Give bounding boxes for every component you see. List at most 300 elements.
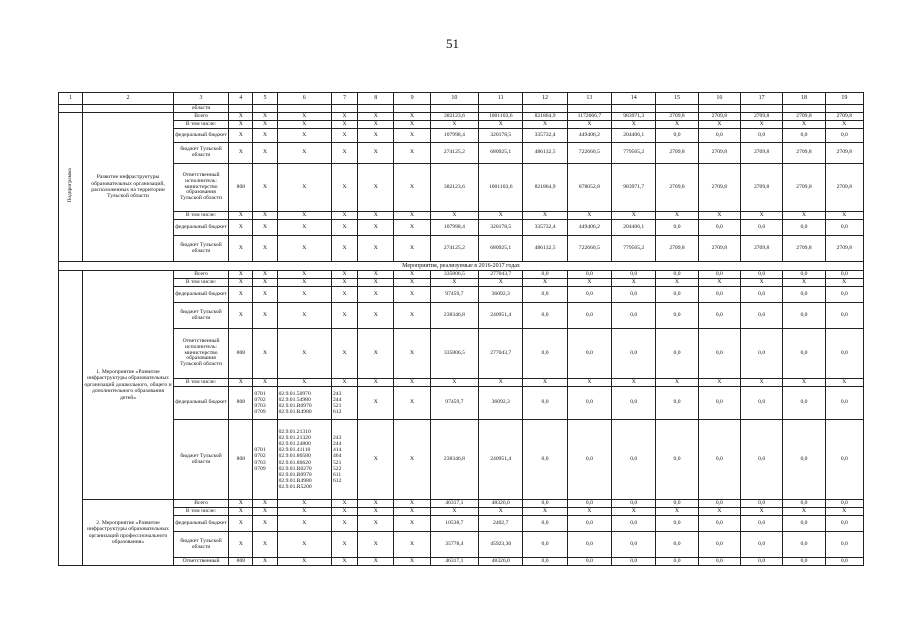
amount-cell: 722660,5	[567, 236, 611, 262]
amount-cell: X	[741, 279, 783, 287]
amount-cell: 2709,8	[741, 236, 783, 262]
section-code-cell: X	[253, 532, 277, 558]
amount-cell: 204406,1	[612, 129, 656, 143]
amount-cell: 0,0	[612, 329, 656, 379]
amount-cell: 277043,7	[479, 271, 523, 279]
col8-cell: X	[358, 420, 394, 500]
column-number: 15	[656, 93, 698, 105]
col9-cell: X	[394, 164, 430, 212]
table-row	[59, 329, 864, 379]
target-code-cell: X	[277, 113, 331, 121]
amount-cell: X	[656, 212, 698, 220]
amount-cell: 320178,5	[479, 220, 523, 236]
continuation-label: области	[173, 105, 228, 113]
expense-type-cell: X	[331, 212, 357, 220]
amount-cell: X	[523, 508, 567, 516]
column-number: 8	[358, 93, 394, 105]
amount-cell: X	[479, 121, 523, 129]
row-label: В том числе:	[173, 279, 228, 287]
amount-cell: X	[741, 379, 783, 387]
col9-cell: X	[394, 121, 430, 129]
admin-code-cell: X	[229, 508, 253, 516]
amount-cell: X	[741, 508, 783, 516]
amount-cell: X	[698, 508, 740, 516]
col8-cell: X	[358, 516, 394, 532]
admin-code-cell: 808	[229, 420, 253, 500]
amount-cell: 0,0	[567, 420, 611, 500]
amount-cell: 0,0	[567, 516, 611, 532]
amount-cell: 0,0	[612, 287, 656, 303]
amount-cell: 0,0	[656, 329, 698, 379]
expense-type-codes: 243 244 521 612	[331, 387, 357, 420]
amount-cell: 0,0	[656, 500, 698, 508]
amount-cell: 983971,7	[612, 164, 656, 212]
amount-cell: 46317,1	[430, 500, 478, 508]
amount-cell: X	[567, 121, 611, 129]
col8-cell: X	[358, 164, 394, 212]
amount-cell: X	[612, 212, 656, 220]
amount-cell: 0,0	[567, 500, 611, 508]
row-label: федеральный бюджет	[173, 387, 228, 420]
table-row	[59, 287, 864, 303]
amount-cell: 0,0	[741, 516, 783, 532]
subprogram-label-text: Подпрограмма	[66, 168, 73, 203]
amount-cell: 0,0	[567, 387, 611, 420]
admin-code-cell: X	[229, 121, 253, 129]
col8-cell: X	[358, 329, 394, 379]
expense-type-cell: X	[331, 303, 357, 329]
col9-cell: X	[394, 287, 430, 303]
amount-cell: 0,0	[656, 303, 698, 329]
amount-cell: X	[430, 279, 478, 287]
col9-cell: X	[394, 379, 430, 387]
amount-cell: 0,0	[698, 287, 740, 303]
expense-type-cell: X	[331, 287, 357, 303]
amount-cell: X	[825, 212, 863, 220]
amount-cell: X	[741, 121, 783, 129]
amount-cell: 274125,2	[430, 236, 478, 262]
amount-cell: 1172066,7	[567, 113, 611, 121]
amount-cell: 2709,8	[783, 164, 825, 212]
section-codes: 0701 0702 0703 0709	[253, 387, 277, 420]
col9-cell: X	[394, 113, 430, 121]
admin-code-cell: X	[229, 303, 253, 329]
col9-cell: X	[394, 558, 430, 566]
amount-cell: X	[825, 279, 863, 287]
amount-cell: 779565,2	[612, 236, 656, 262]
amount-cell: X	[479, 508, 523, 516]
amount-cell: 0,0	[783, 500, 825, 508]
amount-cell: X	[741, 212, 783, 220]
amount-cell: X	[479, 212, 523, 220]
amount-cell: 107998,4	[430, 220, 478, 236]
section-code-cell: X	[253, 287, 277, 303]
amount-cell: 36092,3	[479, 287, 523, 303]
amount-cell: 0,0	[523, 532, 567, 558]
section-header: Мероприятия, реализуемые в 2016-2017 годах	[59, 262, 864, 271]
amount-cell: X	[783, 279, 825, 287]
col9-cell: X	[394, 532, 430, 558]
amount-cell: 97459,7	[430, 387, 478, 420]
amount-cell: 779565,2	[612, 143, 656, 164]
amount-cell: 0,0	[783, 303, 825, 329]
amount-cell: 0,0	[523, 420, 567, 500]
expense-type-cell: X	[331, 143, 357, 164]
target-codes: 02.9.01.50970 02.9.01.54980 02.9.01.R0970 02.9.01.R4980	[277, 387, 331, 420]
amount-cell: 1001103,6	[479, 164, 523, 212]
amount-cell: 0,0	[698, 532, 740, 558]
amount-cell: X	[612, 379, 656, 387]
admin-code-cell: X	[229, 271, 253, 279]
section-header-row	[59, 262, 864, 271]
amount-cell: 0,0	[612, 558, 656, 566]
amount-cell: 449406,2	[567, 129, 611, 143]
amount-cell: 0,0	[698, 329, 740, 379]
amount-cell: 2709,8	[656, 164, 698, 212]
target-code-cell: X	[277, 558, 331, 566]
row-label: бюджет Тульской области	[173, 420, 228, 500]
amount-cell: X	[567, 379, 611, 387]
amount-cell: X	[783, 212, 825, 220]
admin-code-cell: X	[229, 516, 253, 532]
amount-cell: X	[612, 279, 656, 287]
amount-cell: 0,0	[825, 532, 863, 558]
row-label: Ответственный исполнитель: министерство образования Тульской области	[173, 164, 228, 212]
col9-cell: X	[394, 212, 430, 220]
target-code-cell: X	[277, 516, 331, 532]
amount-cell: 0,0	[825, 129, 863, 143]
amount-cell: 0,0	[698, 387, 740, 420]
column-number: 17	[741, 93, 783, 105]
amount-cell: 0,0	[825, 558, 863, 566]
column-number: 4	[229, 93, 253, 105]
amount-cell: 382123,6	[430, 164, 478, 212]
amount-cell: X	[567, 279, 611, 287]
amount-cell: 0,0	[612, 500, 656, 508]
target-code-cell: X	[277, 379, 331, 387]
expense-type-cell: X	[331, 500, 357, 508]
amount-cell: X	[825, 508, 863, 516]
amount-cell: 0,0	[783, 220, 825, 236]
amount-cell: 0,0	[825, 287, 863, 303]
expense-type-cell: X	[331, 558, 357, 566]
col8-cell: X	[358, 287, 394, 303]
amount-cell: 0,0	[612, 303, 656, 329]
amount-cell: 1001103,6	[479, 113, 523, 121]
expense-type-cell: X	[331, 271, 357, 279]
amount-cell: 0,0	[698, 129, 740, 143]
amount-cell: 0,0	[612, 532, 656, 558]
table-row	[59, 387, 864, 420]
amount-cell: 0,0	[825, 387, 863, 420]
table-row	[59, 164, 864, 212]
amount-cell: 320178,5	[479, 129, 523, 143]
amount-cell: 10538,7	[430, 516, 478, 532]
row-label: Всего	[173, 113, 228, 121]
expense-type-cell: X	[331, 508, 357, 516]
col9-cell: X	[394, 271, 430, 279]
amount-cell: X	[430, 212, 478, 220]
table-row	[59, 508, 864, 516]
expense-type-cell: X	[331, 129, 357, 143]
amount-cell: X	[430, 379, 478, 387]
column-number: 14	[612, 93, 656, 105]
col9-cell: X	[394, 500, 430, 508]
amount-cell: 97459,7	[430, 287, 478, 303]
amount-cell: 45923,30	[479, 532, 523, 558]
amount-cell: 0,0	[783, 329, 825, 379]
amount-cell: 0,0	[656, 271, 698, 279]
amount-cell: X	[523, 279, 567, 287]
col9-cell: X	[394, 387, 430, 420]
expense-type-cell: X	[331, 113, 357, 121]
col8-cell: X	[358, 129, 394, 143]
section-code-cell: X	[253, 303, 277, 329]
amount-cell: 449406,2	[567, 220, 611, 236]
amount-cell: 204406,1	[612, 220, 656, 236]
amount-cell: X	[656, 508, 698, 516]
section-code-cell: X	[253, 143, 277, 164]
col8-cell: X	[358, 121, 394, 129]
budget-table	[58, 92, 864, 566]
amount-cell: 0,0	[825, 516, 863, 532]
target-code-cell: X	[277, 287, 331, 303]
section-code-cell: X	[253, 220, 277, 236]
amount-cell: 486132,5	[523, 143, 567, 164]
admin-code-cell: X	[229, 287, 253, 303]
col8-cell: X	[358, 271, 394, 279]
amount-cell: 821864,9	[523, 164, 567, 212]
amount-cell: 382123,6	[430, 113, 478, 121]
col8-cell: X	[358, 212, 394, 220]
row-label: бюджет Тульской области	[173, 143, 228, 164]
target-code-cell: X	[277, 212, 331, 220]
amount-cell: 0,0	[783, 532, 825, 558]
amount-cell: X	[656, 121, 698, 129]
admin-code-cell: 808	[229, 329, 253, 379]
amount-cell: X	[479, 279, 523, 287]
column-number: 5	[253, 93, 277, 105]
amount-cell: X	[783, 121, 825, 129]
column-number: 1	[59, 93, 83, 105]
col9-cell: X	[394, 143, 430, 164]
table-row	[59, 129, 864, 143]
table-row	[59, 279, 864, 287]
table-row	[59, 500, 864, 508]
target-code-cell: X	[277, 236, 331, 262]
amount-cell: 0,0	[698, 220, 740, 236]
amount-cell: X	[567, 508, 611, 516]
target-code-cell: X	[277, 220, 331, 236]
admin-code-cell: X	[229, 212, 253, 220]
expense-type-cell: X	[331, 236, 357, 262]
admin-code-cell: X	[229, 500, 253, 508]
amount-cell: X	[698, 121, 740, 129]
subprogram-name: Развитие инфраструктуры образовательных организаций, расположенных на территории Тульской области	[83, 113, 174, 262]
col8-cell: X	[358, 379, 394, 387]
column-number: 11	[479, 93, 523, 105]
row-label: федеральный бюджет	[173, 287, 228, 303]
expense-type-codes: 243 244 414 464 521 522 611 612	[331, 420, 357, 500]
amount-cell: 878052,8	[567, 164, 611, 212]
amount-cell: 335732,4	[523, 220, 567, 236]
section-code-cell: X	[253, 236, 277, 262]
col9-cell: X	[394, 220, 430, 236]
amount-cell: 0,0	[656, 287, 698, 303]
amount-cell: 0,0	[741, 420, 783, 500]
amount-cell: 2709,8	[698, 113, 740, 121]
amount-cell: 0,0	[523, 303, 567, 329]
amount-cell: 0,0	[783, 558, 825, 566]
amount-cell: 0,0	[741, 220, 783, 236]
amount-cell: X	[783, 379, 825, 387]
amount-cell: 0,0	[741, 500, 783, 508]
amount-cell: 0,0	[825, 303, 863, 329]
table-row	[59, 121, 864, 129]
amount-cell: 0,0	[741, 558, 783, 566]
amount-cell: 0,0	[783, 129, 825, 143]
col8-cell: X	[358, 220, 394, 236]
target-code-cell: X	[277, 271, 331, 279]
admin-code-cell: X	[229, 279, 253, 287]
section-code-cell: X	[253, 164, 277, 212]
column-number: 12	[523, 93, 567, 105]
expense-type-cell: X	[331, 164, 357, 212]
amount-cell: 0,0	[825, 500, 863, 508]
amount-cell: 0,0	[656, 516, 698, 532]
amount-cell: 48326,0	[479, 558, 523, 566]
amount-cell: 2709,8	[783, 143, 825, 164]
table-row	[59, 516, 864, 532]
amount-cell: 0,0	[567, 532, 611, 558]
target-code-cell: X	[277, 508, 331, 516]
measure-1-name: 1. Мероприятие «Развитие инфраструктуры образовательных организаций дошкольного, общего и дополнительного образования детей»	[83, 271, 174, 500]
col9-cell: X	[394, 236, 430, 262]
row-label: федеральный бюджет	[173, 220, 228, 236]
amount-cell: 2709,8	[825, 113, 863, 121]
amount-cell: X	[698, 212, 740, 220]
amount-cell: 0,0	[698, 500, 740, 508]
admin-code-cell: X	[229, 220, 253, 236]
table-row	[59, 271, 864, 279]
amount-cell: 0,0	[825, 220, 863, 236]
amount-cell: 2709,8	[741, 143, 783, 164]
amount-cell: 2709,8	[741, 113, 783, 121]
amount-cell: 2709,8	[825, 143, 863, 164]
page-number: 51	[446, 36, 459, 51]
table-row	[59, 420, 864, 500]
amount-cell: 0,0	[741, 329, 783, 379]
row-label: В том числе:	[173, 212, 228, 220]
table-row	[59, 236, 864, 262]
expense-type-cell: X	[331, 220, 357, 236]
amount-cell: 0,0	[698, 420, 740, 500]
amount-cell: 0,0	[656, 532, 698, 558]
amount-cell: 0,0	[612, 420, 656, 500]
amount-cell: X	[430, 508, 478, 516]
col9-cell: X	[394, 508, 430, 516]
amount-cell: X	[612, 508, 656, 516]
row-label: В том числе:	[173, 121, 228, 129]
amount-cell: 107998,4	[430, 129, 478, 143]
section-code-cell: X	[253, 558, 277, 566]
column-number: 13	[567, 93, 611, 105]
target-code-cell: X	[277, 329, 331, 379]
amount-cell: 2709,8	[656, 236, 698, 262]
column-number: 18	[783, 93, 825, 105]
column-number: 19	[825, 93, 863, 105]
column-number: 7	[331, 93, 357, 105]
amount-cell: 0,0	[825, 271, 863, 279]
col8-cell: X	[358, 279, 394, 287]
amount-cell: 2709,8	[698, 164, 740, 212]
column-number: 3	[173, 93, 228, 105]
amount-cell: 0,0	[741, 129, 783, 143]
amount-cell: X	[479, 379, 523, 387]
amount-cell: 0,0	[656, 220, 698, 236]
table-row	[59, 113, 864, 121]
target-codes: 02.9.01.21310 02.9.01.21320 02.9.01.24800 02.9.01.41110 02.9.01.80580 02.9.01.80620 02.9.01.R0270 02.9.01.R0970 02.9.01.R4980 02.9.01.R5200	[277, 420, 331, 500]
column-number: 16	[698, 93, 740, 105]
col8-cell: X	[358, 303, 394, 329]
row-label: федеральный бюджет	[173, 516, 228, 532]
amount-cell: 0,0	[825, 420, 863, 500]
row-label: бюджет Тульской области	[173, 303, 228, 329]
amount-cell: 0,0	[698, 271, 740, 279]
col9-cell: X	[394, 329, 430, 379]
amount-cell: X	[523, 212, 567, 220]
section-code-cell: X	[253, 129, 277, 143]
amount-cell: 0,0	[656, 387, 698, 420]
amount-cell: 35778,4	[430, 532, 478, 558]
amount-cell: 0,0	[656, 558, 698, 566]
amount-cell: 0,0	[523, 271, 567, 279]
amount-cell: 0,0	[741, 287, 783, 303]
col9-cell: X	[394, 516, 430, 532]
amount-cell: 0,0	[523, 387, 567, 420]
col8-cell: X	[358, 532, 394, 558]
amount-cell: 0,0	[656, 420, 698, 500]
amount-cell: 821864,9	[523, 113, 567, 121]
row-label: бюджет Тульской области	[173, 236, 228, 262]
amount-cell: 0,0	[567, 303, 611, 329]
section-codes: 0701 0702 0703 0709	[253, 420, 277, 500]
amount-cell: 274125,2	[430, 143, 478, 164]
column-number: 2	[83, 93, 174, 105]
amount-cell: 238346,8	[430, 420, 478, 500]
amount-cell: 2709,8	[698, 143, 740, 164]
subprogram-label	[59, 113, 83, 262]
col8-cell: X	[358, 113, 394, 121]
table-row	[59, 303, 864, 329]
col8-cell: X	[358, 387, 394, 420]
col9-cell: X	[394, 420, 430, 500]
amount-cell: 0,0	[741, 387, 783, 420]
amount-cell: 0,0	[612, 516, 656, 532]
section-code-cell: X	[253, 113, 277, 121]
amount-cell: 240951,4	[479, 420, 523, 500]
column-number-row	[59, 93, 864, 105]
row-label: бюджет Тульской области	[173, 532, 228, 558]
row-label: В том числе:	[173, 508, 228, 516]
amount-cell: 0,0	[523, 329, 567, 379]
amount-cell: 2709,8	[698, 236, 740, 262]
amount-cell: 0,0	[523, 287, 567, 303]
amount-cell: 0,0	[523, 516, 567, 532]
expense-type-cell: X	[331, 329, 357, 379]
section-code-cell: X	[253, 500, 277, 508]
admin-code-cell: 808	[229, 558, 253, 566]
